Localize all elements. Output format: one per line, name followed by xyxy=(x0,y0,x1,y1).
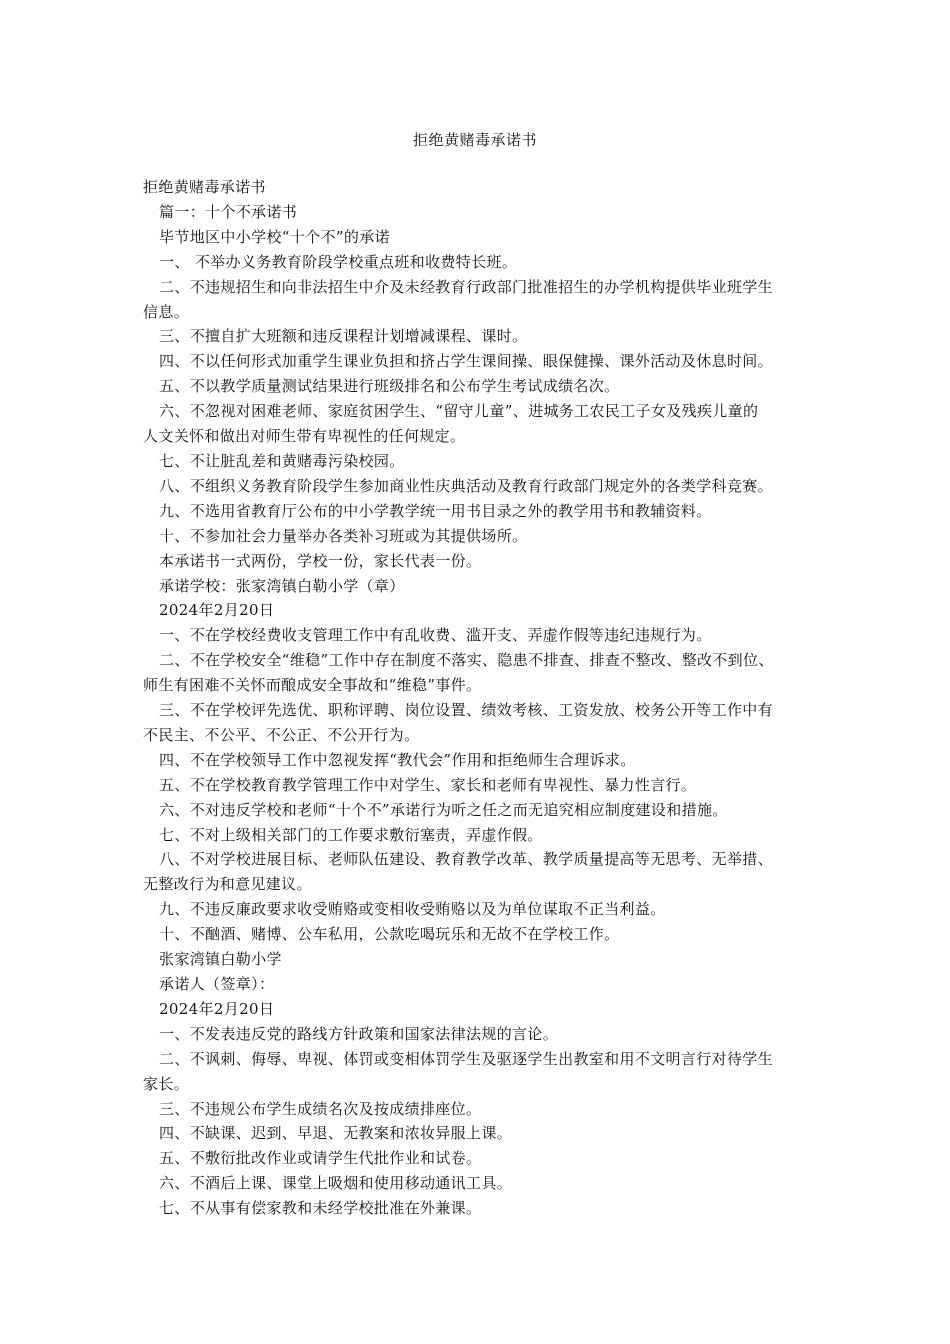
text-line: 四、不缺课、迟到、早退、无教案和浓妆异服上课。 xyxy=(159,1124,513,1143)
text-line: 二、不讽刺、侮辱、卑视、体罚或变相体罚学生及驱逐学生出教室和用不文明言行对待学生 xyxy=(159,1049,774,1068)
text-line: 九、不选用省教育厅公布的中小学教学统一用书目录之外的教学用书和教辅资料。 xyxy=(159,501,712,520)
page-title: 拒绝黄赌毒承诺书 xyxy=(412,131,537,149)
text-line: 五、不在学校教育教学管理工作中对学生、家长和老师有卑视性、暴力性言行。 xyxy=(159,775,697,794)
text-line: 三、不在学校评先选优、职称评聘、岗位设置、绩效考核、工资发放、校务公开等工作中有 xyxy=(159,701,774,720)
text-line: 八、不对学校进展目标、老师队伍建设、教育教学改革、教学质量提高等无思考、无举措、 xyxy=(159,850,774,869)
text-line: 信息。 xyxy=(143,302,190,321)
text-line: 二、不在学校安全“维稳”工作中存在制度不落实、隐患不排查、排查不整改、整改不到位、 xyxy=(159,651,774,670)
text-line: 七、不让脏乱差和黄赌毒污染校园。 xyxy=(159,451,405,470)
text-line: 六、不忽视对困难老师、家庭贫困学生、“留守儿童”、进城务工农民工子女及残疾儿童的 xyxy=(159,402,759,421)
text-line: 八、不组织义务教育阶段学生参加商业性庆典活动及教育行政部门规定外的各类学科竞赛。 xyxy=(159,476,774,495)
text-line: 六、不酒后上课、课堂上吸烟和使用移动通讯工具。 xyxy=(159,1174,513,1193)
text-line: 一、不在学校经费收支管理工作中有乱收费、滥开支、弄虚作假等违纪违规行为。 xyxy=(159,626,712,645)
text-line: 师生有困难不关怀而酿成安全事故和“维稳”事件。 xyxy=(143,676,482,695)
text-line: 家长。 xyxy=(143,1074,190,1093)
text-line: 六、不对违反学校和老师“十个不”承诺行为听之任之而无追究相应制度建设和措施。 xyxy=(159,800,728,819)
text-line: 拒绝黄赌毒承诺书 xyxy=(143,178,266,196)
text-line: 五、不以教学质量测试结果进行班级排名和公布学生考试成绩名次。 xyxy=(159,377,620,396)
text-line: 四、不在学校领导工作中忽视发挥“教代会”作用和拒绝师生合理诉求。 xyxy=(159,750,636,769)
text-line: 篇一：十个不承诺书 xyxy=(159,202,298,221)
text-line: 不民主、不公平、不公正、不公开行为。 xyxy=(143,725,420,744)
text-line: 五、不敷衍批改作业或请学生代批作业和试卷。 xyxy=(159,1149,482,1168)
text-line: 一、不发表违反党的路线方针政策和国家法律法规的言论。 xyxy=(159,1024,559,1043)
text-line: 一、 不举办义务教育阶段学校重点班和收费特长班。 xyxy=(159,252,518,271)
text-line: 三、不违规公布学生成绩名次及按成绩排座位。 xyxy=(159,1099,482,1118)
text-line: 三、不擅自扩大班额和违反课程计划增减课程、课时。 xyxy=(159,327,528,346)
text-line: 四、不以任何形式加重学生课业负担和挤占学生课间操、眼保健操、课外活动及休息时间。 xyxy=(159,352,774,371)
text-line: 张家湾镇白勒小学 xyxy=(159,950,282,969)
text-line: 十、不酗酒、赌博、公车私用，公款吃喝玩乐和无故不在学校工作。 xyxy=(159,925,620,944)
text-line: 七、不对上级相关部门的工作要求敷衍塞责，弄虚作假。 xyxy=(159,825,543,844)
text-line: 承诺学校：张家湾镇白勒小学（章） xyxy=(159,576,405,595)
text-line: 二、不违规招生和向非法招生中介及未经教育行政部门批准招生的办学机构提供毕业班学生 xyxy=(159,277,774,296)
document-body xyxy=(143,175,815,1221)
text-line: 2024年2月20日 xyxy=(159,999,275,1018)
text-line: 七、不从事有偿家教和未经学校批准在外兼课。 xyxy=(159,1199,482,1218)
text-line: 2024年2月20日 xyxy=(159,601,275,620)
text-line: 人文关怀和做出对师生带有卑视性的任何规定。 xyxy=(143,427,466,446)
text-line: 承诺人（签章）： xyxy=(159,975,275,993)
text-line: 九、不违反廉政要求收受贿赂或变相收受贿赂以及为单位谋取不正当利益。 xyxy=(159,900,666,919)
text-line: 无整改行为和意见建议。 xyxy=(143,875,312,894)
text-line: 毕节地区中小学校“十个不”的承诺 xyxy=(159,227,390,246)
text-line: 十、不参加社会力量举办各类补习班或为其提供场所。 xyxy=(159,526,528,545)
text-line: 本承诺书一式两份，学校一份，家长代表一份。 xyxy=(159,551,482,570)
